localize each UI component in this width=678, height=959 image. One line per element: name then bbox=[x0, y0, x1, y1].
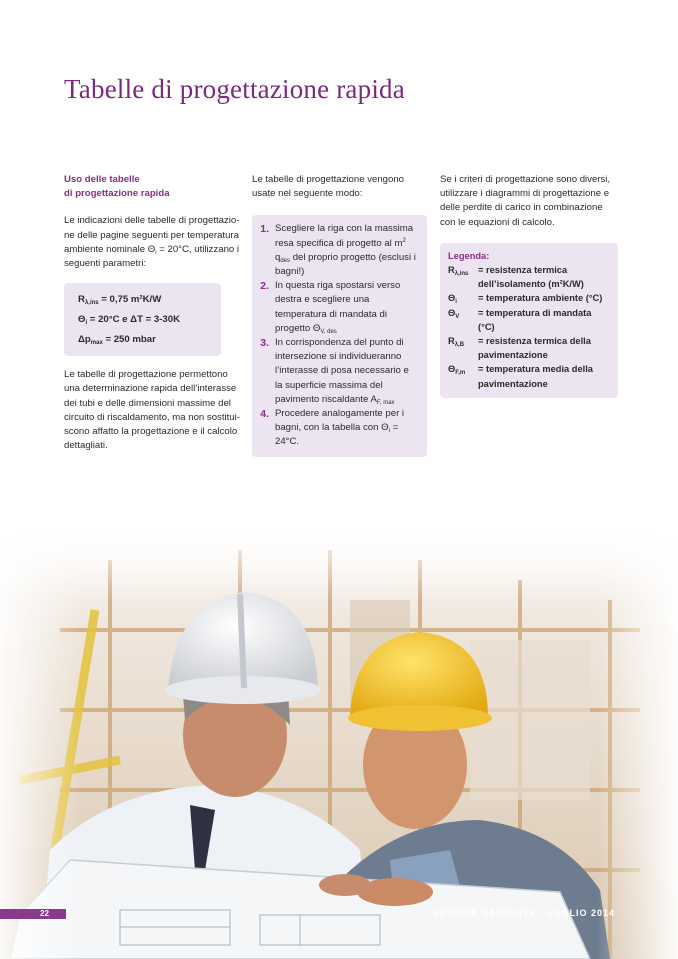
step-item bbox=[252, 222, 417, 279]
legend-text: = temperatura media della pavimentazione bbox=[478, 364, 593, 389]
param-subscript: max bbox=[90, 340, 103, 347]
legend-item bbox=[448, 362, 610, 390]
column-procedure bbox=[252, 173, 427, 457]
legend-symbol bbox=[448, 291, 478, 305]
subheading-line-1: Uso delle tabelle bbox=[64, 174, 140, 185]
column-criteria bbox=[440, 173, 618, 398]
param-pressure bbox=[78, 330, 211, 350]
legend-item bbox=[448, 306, 610, 334]
param-value: = 0,75 m²K/W bbox=[98, 294, 162, 306]
legend-symbol-main: R bbox=[448, 265, 455, 276]
step-text-b: q bbox=[275, 251, 281, 263]
legend-symbol-main: Θ bbox=[448, 364, 456, 375]
legend-item bbox=[448, 334, 610, 362]
legend-symbol-sub: λ,ins bbox=[454, 271, 469, 278]
step-item bbox=[252, 336, 417, 407]
legend-title: Legenda: bbox=[448, 250, 490, 261]
intro-paragraph bbox=[64, 214, 244, 271]
param-symbol: Δp bbox=[78, 334, 91, 346]
legend-symbol-sub: V bbox=[455, 313, 460, 320]
step-item bbox=[252, 407, 417, 450]
step-superscript: 2 bbox=[402, 237, 406, 244]
step-text bbox=[275, 336, 417, 407]
subheading-line-2: di progettazione rapida bbox=[64, 188, 170, 200]
legend-symbol-sub: F,m bbox=[455, 370, 466, 377]
legend-symbol-sub: i bbox=[455, 299, 457, 306]
page-number: 22 bbox=[40, 909, 49, 918]
steps-list bbox=[252, 222, 417, 449]
legend-symbol-main: R bbox=[448, 336, 455, 347]
footer-publication: UPONOR RADIANTE - LUGLIO 2014 bbox=[432, 908, 615, 918]
legend-item bbox=[448, 263, 610, 291]
legend-text: = temperatura ambiente (°C) bbox=[478, 293, 603, 304]
engineers-illustration bbox=[0, 520, 678, 959]
outro-paragraph: Le tabelle di progettazione permettono una determinazione rapida dell’interasse dei tubi e delle dimensioni massime del circuito di riscaldamento, ma non sostitui-scono affatto la progettazione e il calcolo dettagliati. bbox=[64, 369, 240, 452]
legend-text: = resistenza termica della pavimentazione bbox=[478, 336, 591, 361]
step-number: 1. bbox=[260, 223, 269, 236]
step-item bbox=[252, 279, 417, 336]
param-symbol: R bbox=[78, 294, 85, 306]
legend-symbol bbox=[448, 362, 478, 390]
legend-symbol-main: Θ bbox=[448, 307, 456, 318]
legend-text: = resistenza termica dell’isolamento (m²K/W) bbox=[478, 265, 584, 290]
legend-box bbox=[440, 243, 618, 398]
step-text bbox=[275, 407, 417, 450]
param-temperature bbox=[78, 310, 211, 330]
step-text-a: In corrispondenza del punto di intersezione si individueranno l’interasse di posa necessario e la superficie massima del pavimento riscaldante A bbox=[275, 337, 409, 405]
param-value: = 250 mbar bbox=[102, 334, 156, 346]
step-text bbox=[275, 279, 417, 336]
step-text bbox=[275, 222, 417, 279]
step-subscript: i bbox=[388, 428, 390, 435]
legend-symbol bbox=[448, 306, 478, 334]
legend-symbol bbox=[448, 334, 478, 362]
parameters-box bbox=[64, 283, 221, 356]
construction-photo bbox=[0, 520, 678, 959]
intro-text-a: Le indicazioni delle tabelle di progettazio-ne delle pagine seguenti per temperatura ambiente nominale bbox=[64, 215, 240, 255]
step-number: 2. bbox=[260, 280, 269, 293]
legend-symbol bbox=[448, 263, 478, 291]
footer-accent-bar bbox=[0, 909, 66, 919]
step-text-b: = 24°C. bbox=[275, 422, 399, 448]
param-resistance bbox=[78, 290, 211, 310]
steps-box bbox=[252, 215, 427, 456]
legend-item bbox=[448, 291, 610, 305]
page-title: Tabelle di progettazione rapida bbox=[64, 74, 405, 104]
param-value: = 20°C e ΔT = 3-30K bbox=[87, 314, 180, 326]
section-subheading bbox=[64, 173, 244, 201]
legend-symbol-sub: λ,B bbox=[454, 342, 465, 349]
step-subscript: V, des bbox=[320, 328, 337, 335]
param-subscript: i bbox=[85, 320, 88, 327]
intro-text-b: = 20°C, utilizzano i seguenti parametri: bbox=[64, 243, 240, 270]
param-subscript: λ,ins bbox=[84, 300, 99, 307]
step-text-a: Procedere analogamente per i bagni, con la tabella con Θ bbox=[275, 408, 405, 434]
criteria-paragraph: Se i criteri di progettazione sono diversi, utilizzare i diagrammi di progettazione e delle perdite di carico in combinazione con le equazioni di calcolo. bbox=[440, 174, 611, 228]
step-text-a: In questa riga spostarsi verso destra e scegliere una temperatura di mandata di progetto Θ bbox=[275, 280, 401, 334]
legend-text: = temperatura di mandata (°C) bbox=[478, 307, 592, 332]
step-number: 3. bbox=[260, 337, 269, 350]
param-symbol: Θ bbox=[78, 314, 86, 326]
theta-symbol: Θ bbox=[147, 243, 156, 255]
theta-subscript: i bbox=[155, 249, 157, 256]
legend-symbol-main: Θ bbox=[448, 293, 456, 304]
step-subscript: des bbox=[280, 257, 291, 264]
procedure-intro: Le tabelle di progettazione vengono usate nel seguente modo: bbox=[252, 174, 405, 200]
step-number: 4. bbox=[260, 408, 269, 421]
step-text-c: del proprio progetto (esclusi i bagni!) bbox=[275, 251, 416, 278]
step-text-a: Scegliere la riga con la massima resa specifica di progetto al m bbox=[275, 223, 414, 249]
step-subscript: F, max bbox=[376, 399, 395, 406]
column-usage bbox=[64, 173, 244, 465]
